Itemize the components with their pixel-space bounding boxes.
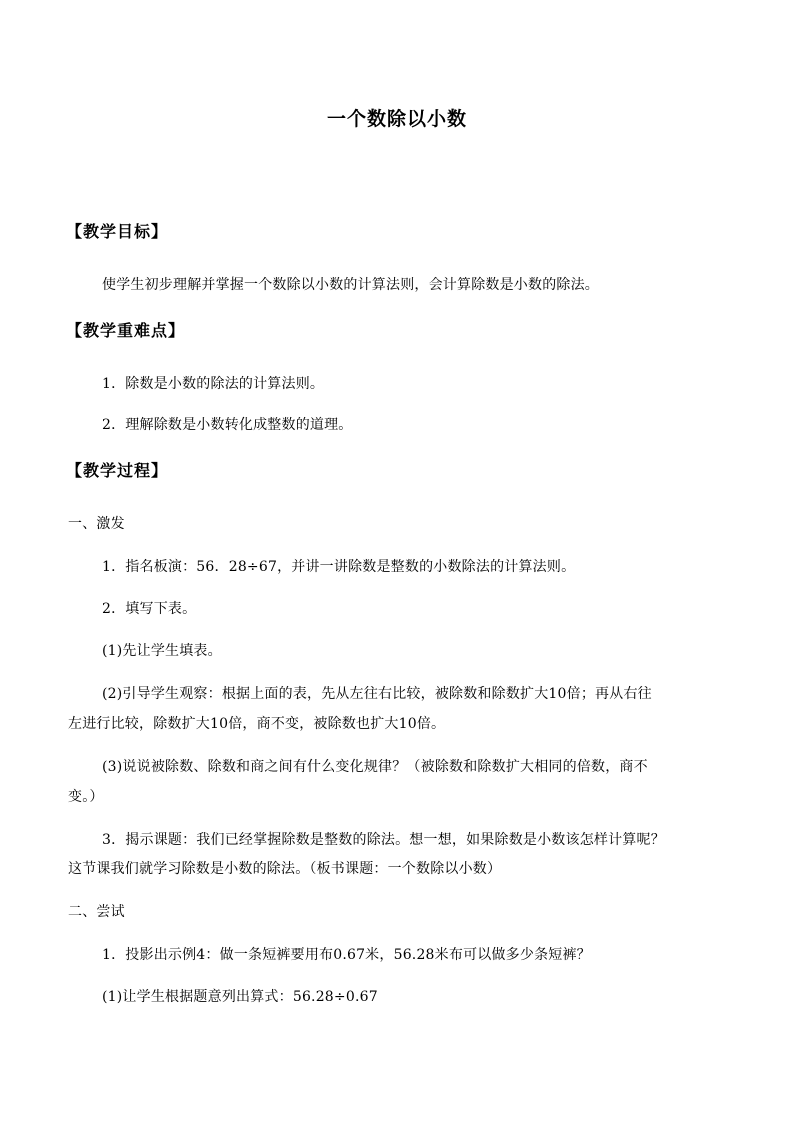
- list-item-part1-3-line1: 3．揭示课题：我们已经掌握除数是整数的除法。想一想，如果除数是小数该怎样计算呢？: [102, 832, 665, 848]
- list-item-part1-sub1: (1)先让学生填表。: [102, 643, 222, 659]
- list-item-part1-sub2-line2: 左进行比较，除数扩大10倍，商不变，被除数也扩大10倍。: [68, 716, 446, 732]
- list-item-part1-sub3-line2: 变。）: [68, 789, 104, 805]
- list-item-part1-3-line2: 这节课我们就学习除数是小数的除法。（板书课题：一个数除以小数）: [68, 861, 502, 877]
- list-item-part1-1: 1．指名板演：56．28÷67，并讲一讲除数是整数的小数除法的计算法则。: [102, 559, 576, 575]
- heading-teaching-goals: 【教学目标】: [66, 222, 169, 241]
- list-item-part2-1: 1．投影出示例4：做一条短裤要用布0.67米，56.28米布可以做多少条短裤？: [102, 947, 591, 963]
- section-title-part-1: 一、激发: [68, 516, 125, 532]
- list-item-part1-2: 2．填写下表。: [102, 601, 197, 617]
- heading-key-points: 【教学重难点】: [66, 321, 186, 340]
- list-item-key-point-2: 2．理解除数是小数转化成整数的道理。: [102, 417, 353, 433]
- list-item-key-point-1: 1．除数是小数的除法的计算法则。: [102, 376, 325, 392]
- list-item-part2-sub1: (1)让学生根据题意列出算式：56.28÷0.67: [102, 989, 378, 1005]
- list-item-part1-sub2-line1: (2)引导学生观察：根据上面的表，先从左往右比较，被除数和除数扩大10倍；再从右往: [102, 686, 652, 702]
- paragraph-teaching-goals: 使学生初步理解并掌握一个数除以小数的计算法则，会计算除数是小数的除法。: [102, 277, 599, 293]
- list-item-part1-sub3-line1: (3)说说被除数、除数和商之间有什么变化规律？（被除数和除数扩大相同的倍数，商不: [102, 759, 648, 775]
- page-title: 一个数除以小数: [326, 108, 467, 130]
- heading-teaching-process: 【教学过程】: [66, 461, 169, 480]
- section-title-part-2: 二、尝试: [68, 904, 125, 920]
